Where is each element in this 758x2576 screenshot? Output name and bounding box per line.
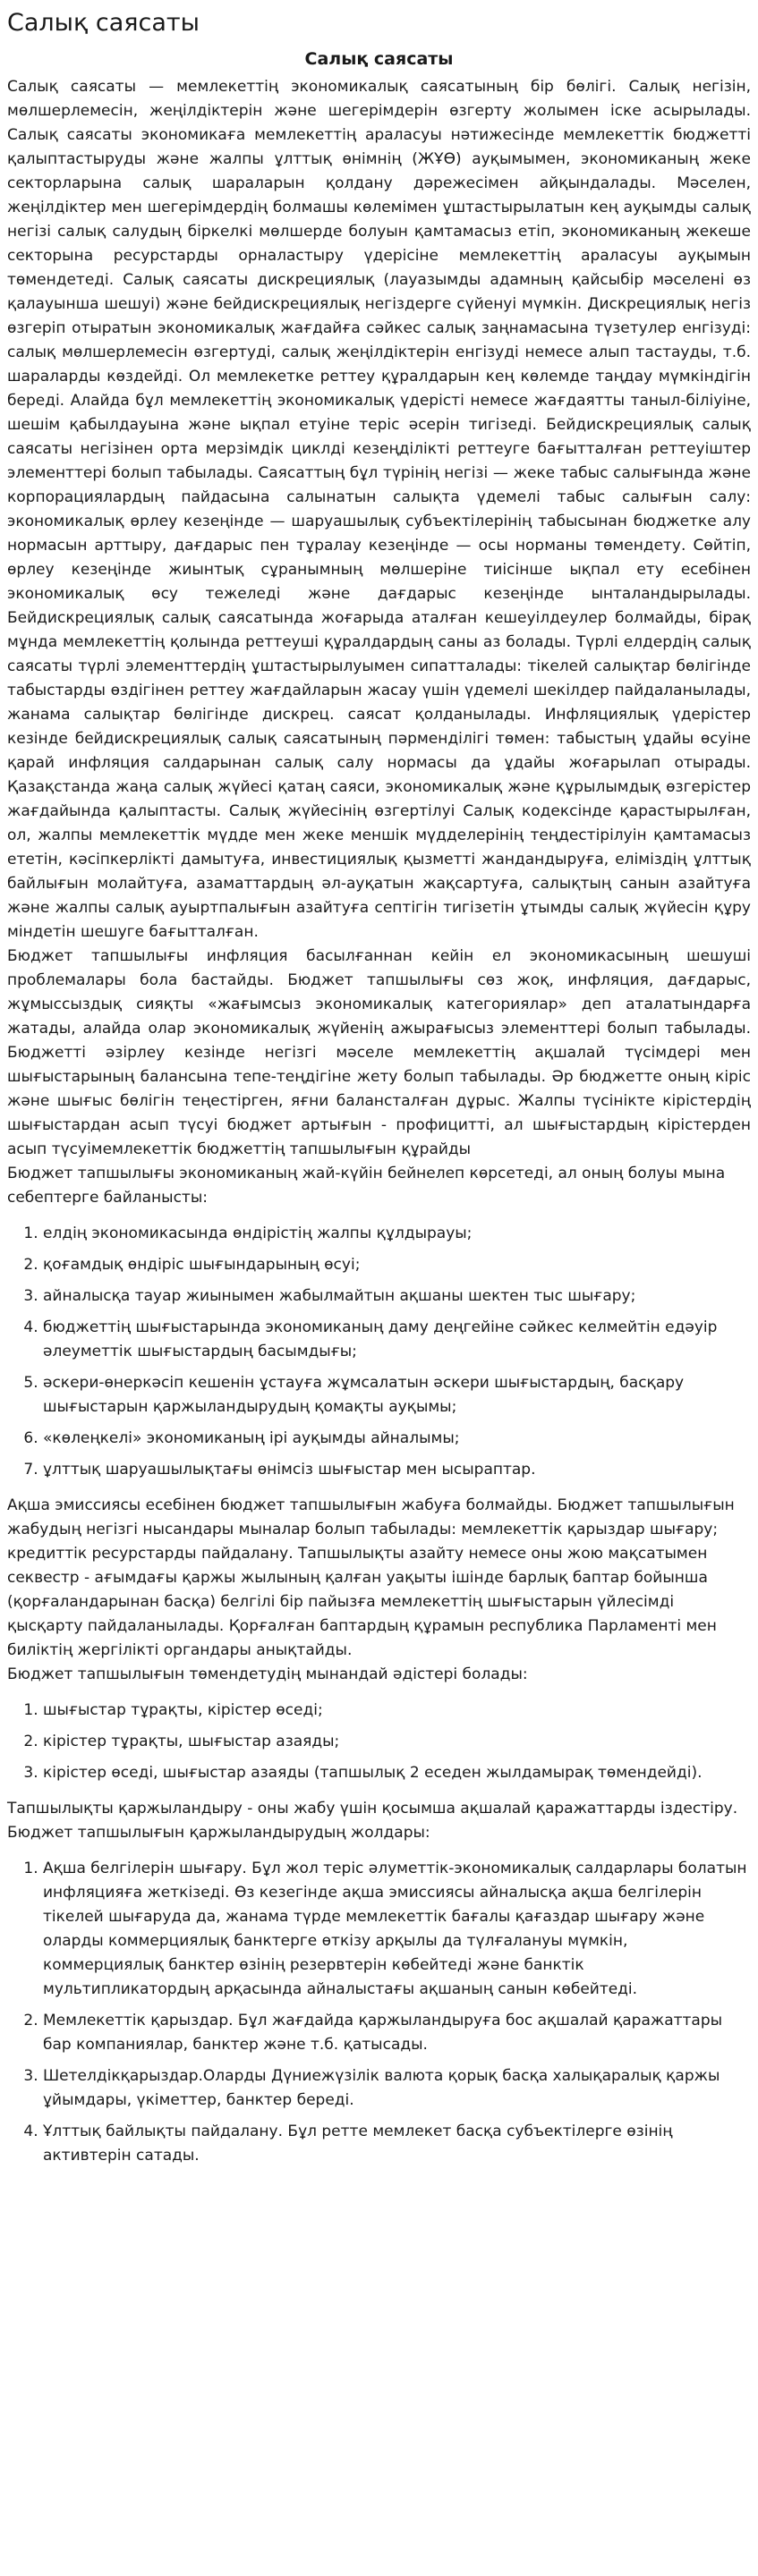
deficit-reduction-methods-list	[7, 1699, 751, 1785]
text-line: Бюджет тапшылығын қаржыландырудың жолдары:	[7, 1824, 430, 1842]
list-item: 4. Ұлттық байлықты пайдалану. Бұл ретте мемлекет басқа субъектілерге өзінің активтерін сатады.	[43, 2120, 751, 2168]
deficit-financing-list	[7, 1857, 751, 2168]
list-item: 4. бюджеттің шығыстарында экономиканың даму деңгейіне сәйкес келмейтін едәуір әлеуметтік шығыстардың басымдығы;	[43, 1316, 751, 1364]
list-item: 1. елдің экономикасында өндірістің жалпы құлдырауы;	[43, 1222, 751, 1246]
list-item: 2. кірістер тұрақты, шығыстар азаяды;	[43, 1730, 751, 1754]
list-item: 7. ұлттық шаруашылықтағы өнімсіз шығыстар мен ысыраптар.	[43, 1458, 751, 1482]
text-line: Ақша эмиссиясы есебінен бюджет тапшылығын жабуға болмайды. Бюджет тапшылығын жабудың негізгі нысандары мыналар болып табылады: мемлекеттік қарыздар шығару; кредиттік ресурстарды пайдалану. Тапшылықты азайту немесе оны жою мақсатымен секвестр - ағымдағы қаржы жылының қалған уақыты ішінде барлық баптар бойынша (қорғаландарынан басқа) белгілі бір пайызға мемлекеттің шығыстарын үйлесімді қысқарту пайдаланылады. Қорғалған баптардың құрамын республика Парламенті мен биліктің жергілікті органдары анықтайды.	[7, 1496, 735, 1659]
list-item: 3. кірістер өседі, шығыстар азаяды (тапшылық 2 еседен жылдамырақ төмендейді).	[43, 1761, 751, 1785]
list-item: 3. Шетелдікқарыздар.Оларды Дүниежүзілік валюта қорық басқа халықаралық қаржы ұйымдары, үкіметтер, банктер береді.	[43, 2064, 751, 2113]
text-line: Бюджет тапшылығын төмендетудің мынандай әдістері болады:	[7, 1665, 528, 1683]
paragraph-tax-policy: Салық саясаты — мемлекеттің экономикалық саясатының бір бөлігі. Салық негізін, мөлшерлемесін, жеңілдіктерін және шегерімдерін өзгерту жолымен іске асырылады. Салық саясаты экономикаға мемлекеттің араласуы нәтижесінде мемлекеттік бюджетті қалыптастыруды және жалпы ұлттық өнімнің (ЖҰӨ) ауқымымен, экономиканың жеке секторларына салық шараларын қолдану дәрежесімен айқындалады. Мәселен, жеңілдіктер мен шегерімдердің болмашы көлемімен ұштастырылатын кең ауқымды салық негізі салық салудың біркелкі мөлшерде болуын қамтамасыз етіп, экономиканың жекеше секторына ресурстарды орналастыру үдерісіне мемлекеттің араласуы ауқымын төмендетеді. Салық саясаты дискрециялық (лауазымды адамның қайсыбір мәселені өз қалауынша шешуі) және бейдискрециялық негіздерге сүйенуі мүмкін. Дискрециялық негіз өзгеріп отыратын экономикалық жағдайға сәйкес салық заңнамасына түзетулер енгізуді: салық мөлшерлемесін өзгертуді, салық жеңілдіктерін енгізуді немесе алып тастауды, т.б. шараларды көздейді. Ол мемлекетке реттеу құралдарын кең көлемде таңдау мүмкіндігін береді. Алайда бұл мемлекеттің экономикалық үдерісті немесе жағдаятты таныл-біліуіне, шешім қабылдауына және ықпал етуіне теріс әсерін тигізеді. Бейдискрециялық салық саясаты негізінен орта мерзімдік циклді кезеңділікті реттеуге бағытталған реттеуіштер элементтері болып табылады. Саясаттың бұл түрінің негізі — жеке табыс салығында және корпорациялардың пайдасына салынатын салықта үдемелі табыс салығын салу: экономикалық өрлеу кезеңінде — шаруашылық субъектілерінің табысынан бюджетке алу нормасын арттыру, дағдарыс пен тұралау кезеңінде — осы норманы төмендету. Сөйтіп, өрлеу кезеңінде жиынтық сұранымның мөлшеріне тиісінше ықпал ету есебінен экономикалық өсу тежеледі және дағдарыс кезеңінде ынталандырылады. Бейдискрециялық салық саясатында жоғарыда аталған кешеуілдеулер болмайды, бірақ мұнда мемлекеттің қолында реттеуші құралдардың саны аз болады. Түрлі елдердің салық саясаты түрлі элементтердің ұштастырылуымен сипатталады: тікелей салықтар бөлігінде табыстарды өздігінен реттеу жағдайларын жасау үшін үдемелі шекілдер пайдаланылады, жанама салықтар бөлігінде дискрец. саясат қолданылады. Инфляциялық үдерістер кезінде бейдискрециялық салық саясатының пәрменділігі төмен: табыстың ұдайы өсуіне қарай инфляция салдарынан салық салу нормасы да ұдайы жоғарылап отырады. Қазақстанда жаңа салық жүйесі қатаң саяси, экономикалық және құрылымдық өзгерістер жағдайында қалыптасты. Салық жүйесінің өзгертілуі Салық кодексінде қарастырылған, ол, жалпы мемлекеттік мүдде мен жеке меншік мүдделерінің теңдестірілуін қамтамасыз ететін, кәсіпкерлікті дамытуға, инвестициялық қызметті жандандыруға, елімiздің ұлттық байлығын молайтуға, азаматтардың әл-ауқатын жақсартуға, салықтың санын азайтуға және жалпы салық ауыртпалығын азайтуға септігін тигізетін ұтымды салық жүйесін құру міндетін шешуге бағытталған.	[7, 78, 751, 941]
deficit-causes-list	[7, 1222, 751, 1482]
list-item: 5. әскери-өнеркәсіп кешенін ұстауға жұмсалатын әскери шығыстардың, басқару шығыстарын қаржыландырудың қомақты ауқымы;	[43, 1371, 751, 1419]
paragraph-deficit-coverage	[7, 1494, 751, 1687]
list-item: 6. «көлеңкелі» экономиканың ірі ауқымды айналымы;	[43, 1427, 751, 1451]
paragraph-budget-deficit: Бюджет тапшылығы инфляция басылғаннан кейін ел экономикасының шешуші проблемалары бола бастайды. Бюджет тапшылығы сөз жоқ, инфляция, дағдарыс, жұмыссыздық сияқты «жағымсыз экономикалық категориялар» деп аталатындарға жатады, алайда олар экономикалық жүйенің ажырағысыз элементтері болып табылады. Бюджетті әзірлеу кезінде негізгі мәселе мемлекеттің ақшалай түсімдері мен шығыстарының балансына тепе-теңдігіне жету болып табылады. Әр бюджетте оның кіріс және шығыс бөлігін теңестірген, яғни балансталған дұрыс. Жалпы түсінікте кірістердің шығыстардан асып түсуі бюджет артығын - профициттi, ал шығыстардың кірістерден асып түсуiмемлекеттiк бюджеттiң тапшылығын құрайды	[7, 947, 751, 1158]
list-item: 2. қоғамдық өндіріс шығындарының өсуі;	[43, 1253, 751, 1277]
article-title: Салық саясаты	[304, 49, 454, 69]
paragraph-deficit-causes-intro: Бюджет тапшылығы экономиканың жай-күйін бейнелеп көрсетеді, ал оның болуы мына себептерге байланысты:	[7, 1165, 726, 1207]
list-item: 1. шығыстар тұрақты, кірістер өседі;	[43, 1699, 751, 1723]
list-item: 2. Мемлекеттік қарыздар. Бұл жағдайда қаржыландыруға бос ақшалай қаражаттары бар компаниялар, банктер және т.б. қатысады.	[43, 2009, 751, 2057]
page-title: Салық саясаты	[7, 9, 200, 37]
paragraph-deficit-financing	[7, 1797, 751, 1845]
text-line: Тапшылықты қаржыландыру - оны жабу үшін қосымша ақшалай қаражаттарды іздестіру.	[7, 1800, 738, 1818]
list-item: 1. Ақша белгілерін шығару. Бұл жол теріс әлуметтік-экономикалық салдарлары болатын инфляцияға жеткізеді. Өз кезегінде ақша эмиссиясы айналысқа ақша белгілерін тікелей шығаруда да, жанама түрде мемлекеттік бағалы қағаздар шығару және оларды коммерциялық банктерге өткізу арқылы да түлғалануы мүмкін, коммерциялық банктер өзінің резервтерін көбейтеді және банктік мультипликатордың арқасында айналыстағы ақшаның санын көбейтеді.	[43, 1857, 751, 2002]
list-item: 3. айналысқа тауар жиынымен жабылмайтын ақшаны шектен тыс шығару;	[43, 1284, 751, 1309]
